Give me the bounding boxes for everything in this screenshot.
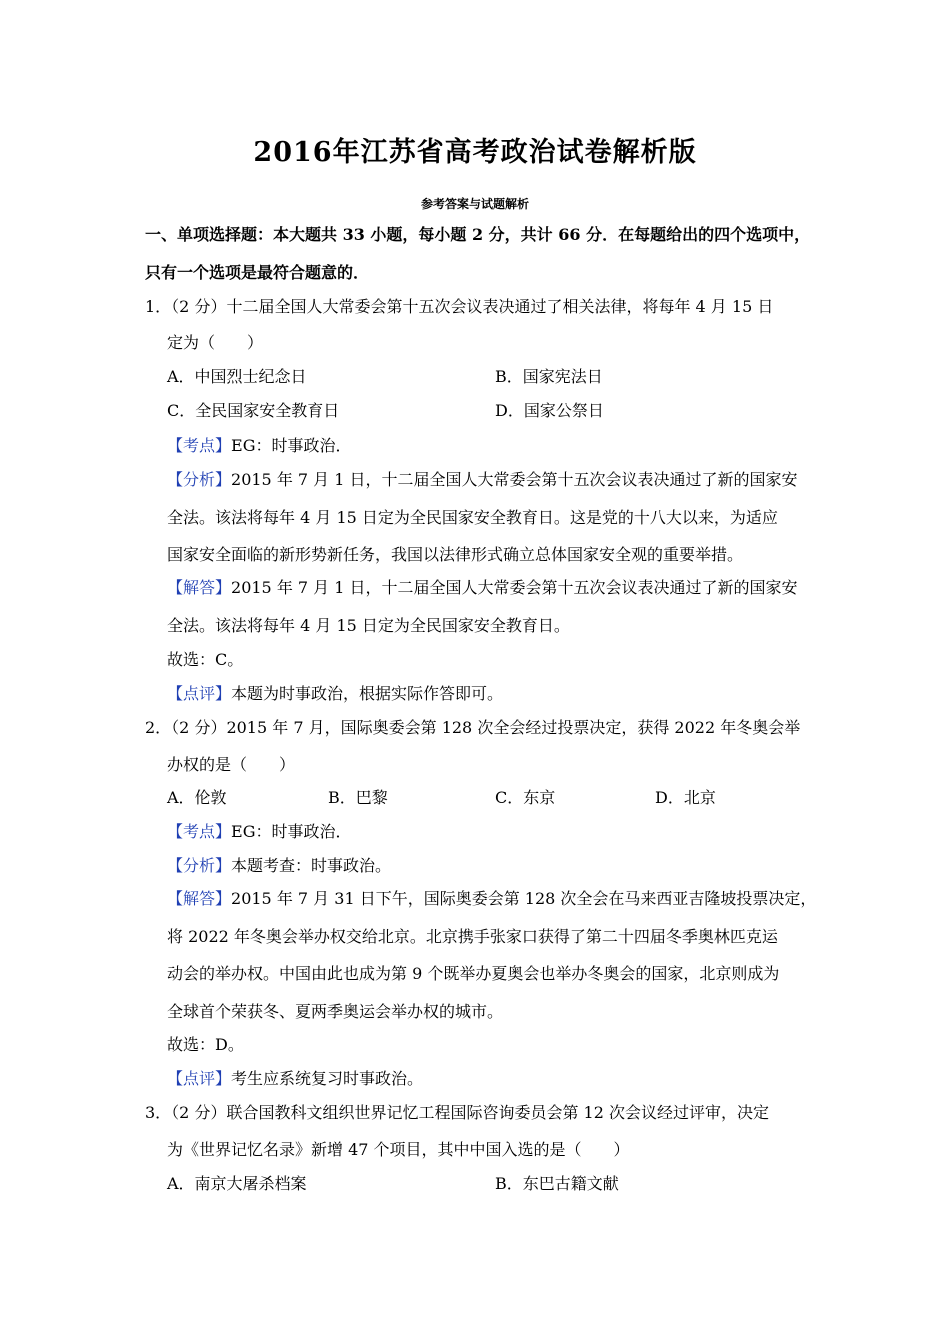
q2-option-c: C．东京 [495,788,556,807]
q1-kaodian [167,433,351,456]
q2-jieda-text1: 2015 年 7 月 31 日下午，国际奥委会第 128 次全会在马来西亚吉隆坡投票决定， [231,889,817,908]
q1-guxuan: 故选：C。 [167,650,244,669]
q2-dianping-text: 考生应系统复习时事政治。 [231,1069,424,1088]
q2-dianping-tag: 【点评】 [167,1069,232,1088]
q1-fenxi-text1: 2015 年 7 月 1 日，十二届全国人大常委会第十五次会议表决通过了新的国家安 [231,470,798,489]
q2-kaodian-text: EG：时事政治． [231,822,352,841]
q3-stem-line1: 3．（2 分）联合国教科文组织世界记忆工程国际咨询委员会第 12 次会议经过评审，决定 [145,1103,769,1122]
q2-guxuan: 故选：D。 [167,1035,244,1054]
q1-stem-line1: 1．（2 分）十二届全国人大常委会第十五次会议表决通过了相关法律，将每年 4 月 15 日 [145,297,774,316]
q1-dianping-text: 本题为时事政治，根据实际作答即可。 [231,684,504,703]
q3-option-b: B．东巴古籍文献 [495,1174,619,1193]
q1-kaodian-tag: 【考点】 [167,436,232,455]
q2-jieda-line3: 动会的举办权。中国由此也成为第 9 个既举办夏奥会也举办冬奥会的国家，北京则成为 [167,964,780,983]
q2-fenxi-tag: 【分析】 [167,856,232,875]
q2-fenxi [167,853,391,876]
q2-option-a: A．伦敦 [167,788,227,807]
q2-option-b: B．巴黎 [328,788,388,807]
q1-stem-line2: 定为（ ） [167,333,264,352]
q1-option-c: C．全民国家安全教育日 [167,401,340,420]
q2-jieda-line1 [167,886,816,909]
q1-dianping [167,681,503,704]
section-heading-line2: 只有一个选项是最符合题意的． [145,263,370,282]
q1-option-b: B．国家宪法日 [495,367,603,386]
q2-dianping [167,1066,423,1089]
q2-fenxi-text: 本题考查：时事政治。 [231,856,392,875]
q3-option-a: A．南京大屠杀档案 [167,1174,307,1193]
q1-dianping-tag: 【点评】 [167,684,232,703]
q2-kaodian-tag: 【考点】 [167,822,232,841]
q2-jieda-line4: 全球首个荣获冬、夏两季奥运会举办权的城市。 [167,1002,504,1021]
page-title: 2016年江苏省高考政治试卷解析版 [253,137,697,168]
q1-fenxi-line2: 全法。该法将每年 4 月 15 日定为全民国家安全教育日。这是党的十八大以来，为适应 [167,508,778,527]
section-heading-line1: 一、单项选择题：本大题共 33 小题，每小题 2 分，共计 66 分．在每题给出的四个选项中， [145,225,811,244]
q2-option-d: D．北京 [655,788,716,807]
q1-fenxi-line1 [167,467,798,490]
q1-fenxi-line3: 国家安全面临的新形势新任务，我国以法律形式确立总体国家安全观的重要举措。 [167,545,744,564]
q3-stem-line2: 为《世界记忆名录》新增 47 个项目，其中中国入选的是（ ） [167,1140,630,1159]
q1-jieda-line1 [167,575,798,598]
q2-stem-line2: 办权的是（ ） [167,755,296,774]
q2-kaodian [167,819,351,842]
q1-jieda-text1: 2015 年 7 月 1 日，十二届全国人大常委会第十五次会议表决通过了新的国家安 [231,578,798,597]
q1-jieda-tag: 【解答】 [167,578,232,597]
q1-jieda-line2: 全法。该法将每年 4 月 15 日定为全民国家安全教育日。 [167,616,570,635]
q2-jieda-tag: 【解答】 [167,889,232,908]
q2-stem-line1: 2．（2 分）2015 年 7 月，国际奥委会第 128 次全会经过投票决定，获得 2022 年冬奥会举 [145,718,801,737]
q1-fenxi-tag: 【分析】 [167,470,232,489]
page-subtitle: 参考答案与试题解析 [420,197,529,211]
q2-jieda-line2: 将 2022 年冬奥会举办权交给北京。北京携手张家口获得了第二十四届冬季奥林匹克运 [167,927,778,946]
q1-option-a: A．中国烈士纪念日 [167,367,307,386]
q1-kaodian-text: EG：时事政治． [231,436,352,455]
q1-option-d: D．国家公祭日 [495,401,604,420]
